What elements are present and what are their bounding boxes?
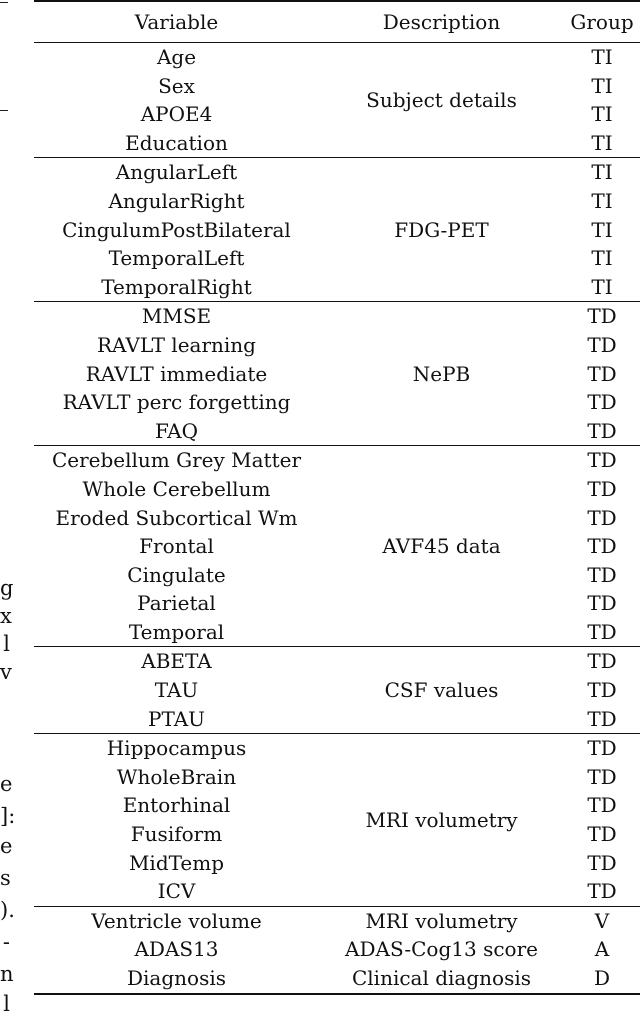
header-variable: Variable <box>134 10 219 34</box>
header-description: Description <box>382 10 501 34</box>
cell-group: TD <box>587 822 617 847</box>
cell-variable: Frontal <box>139 534 214 559</box>
table-group <box>34 302 640 446</box>
cell-variable: ADAS13 <box>134 937 219 962</box>
cell-description: MRI volumetry <box>365 807 518 832</box>
cell-variable: Education <box>125 130 228 155</box>
margin-fragment: g <box>0 576 14 600</box>
cell-group: TI <box>591 160 613 185</box>
margin-fragment: n <box>0 962 14 986</box>
cell-group: TI <box>591 102 613 127</box>
cell-variable: Fusiform <box>130 822 223 847</box>
cell-variable: TemporalRight <box>101 274 252 299</box>
cell-variable: RAVLT immediate <box>85 361 268 386</box>
margin-fragment: l <box>3 992 10 1016</box>
margin-fragment: x <box>0 604 12 628</box>
cell-variable: Cerebellum Grey Matter <box>51 448 302 473</box>
cell-description: ADAS-Cog13 score <box>345 937 538 962</box>
table-row <box>34 935 640 964</box>
cell-group: TD <box>587 649 617 674</box>
cell-variable: TAU <box>154 678 199 703</box>
cell-group: TI <box>591 217 613 242</box>
table-row <box>34 43 640 72</box>
cell-group: TD <box>587 534 617 559</box>
table-group <box>34 158 640 302</box>
cell-variable: Temporal <box>128 619 225 644</box>
cell-variable: FAQ <box>155 418 198 443</box>
header-group: Group <box>570 10 634 34</box>
cell-group: V <box>594 908 610 933</box>
cell-variable: RAVLT learning <box>97 332 256 357</box>
margin-fragment: l <box>3 632 10 656</box>
table-row <box>34 158 640 187</box>
table-row <box>34 964 640 994</box>
table-group <box>34 906 640 993</box>
table-header-row <box>34 1 640 43</box>
cell-group: TD <box>587 390 617 415</box>
cell-group: TD <box>587 619 617 644</box>
cell-variable: ABETA <box>141 649 212 674</box>
cell-variable: WholeBrain <box>116 764 237 789</box>
table-group <box>34 734 640 907</box>
cell-variable: Cingulate <box>127 562 226 587</box>
cell-group: TD <box>587 304 617 329</box>
margin-fragment: ]: <box>0 804 16 828</box>
cell-description: Clinical diagnosis <box>351 966 532 990</box>
cell-variable: AngularRight <box>108 188 245 213</box>
cell-variable: MMSE <box>141 304 212 329</box>
cell-group: TI <box>591 73 613 98</box>
left-column-text-fragments <box>0 0 16 1016</box>
left-column-rule-top <box>0 2 8 3</box>
cell-variable: Diagnosis <box>126 966 226 990</box>
cell-description: NePB <box>412 361 471 386</box>
cell-group: TD <box>587 476 617 501</box>
cell-group: TD <box>587 850 617 875</box>
cell-variable: MidTemp <box>128 850 225 875</box>
table-row <box>34 734 640 763</box>
cell-description: AVF45 data <box>382 534 501 559</box>
table-group <box>34 446 640 647</box>
cell-variable: Eroded Subcortical Wm <box>55 505 298 530</box>
margin-fragment: v <box>0 660 12 684</box>
table-group <box>34 43 640 158</box>
table-row <box>34 302 640 331</box>
cell-variable: Sex <box>158 73 195 98</box>
margin-fragment: - <box>2 930 10 954</box>
cell-group: TI <box>591 246 613 271</box>
margin-fragment: e <box>0 834 13 858</box>
cell-group: TI <box>591 274 613 299</box>
cell-variable: TemporalLeft <box>108 246 245 271</box>
cell-variable: PTAU <box>147 706 205 731</box>
cell-variable: APOE4 <box>140 102 213 127</box>
cell-description: CSF values <box>384 678 499 703</box>
cell-variable: Age <box>156 45 197 69</box>
cell-group: TD <box>587 361 617 386</box>
table-row <box>34 906 640 935</box>
cell-variable: Whole Cerebellum <box>82 476 271 501</box>
cell-group: TD <box>587 332 617 357</box>
cell-group: TD <box>587 706 617 731</box>
cell-group: TI <box>591 188 613 213</box>
cell-group: A <box>594 937 610 962</box>
cell-group: TD <box>587 591 617 616</box>
cell-variable: Parietal <box>137 591 216 616</box>
cell-group: TI <box>591 130 613 155</box>
cell-group: TD <box>587 505 617 530</box>
cell-description: MRI volumetry <box>365 908 518 933</box>
cell-group: TD <box>587 418 617 443</box>
left-column-rule-bottom <box>0 110 8 111</box>
cell-description: Subject details <box>366 87 517 112</box>
table-group <box>34 647 640 734</box>
table-row <box>34 647 640 676</box>
cell-variable: Ventricle volume <box>91 908 262 933</box>
table-row <box>34 446 640 475</box>
cell-group: TD <box>587 764 617 789</box>
margin-fragment: s <box>0 866 11 890</box>
margin-fragment: ). <box>0 898 15 922</box>
cell-group: D <box>593 966 611 990</box>
cell-variable: RAVLT perc forgetting <box>62 390 291 415</box>
cell-description: FDG-PET <box>394 217 489 242</box>
cell-group: TD <box>587 448 617 473</box>
cell-group: TD <box>587 678 617 703</box>
cell-group: TD <box>587 736 617 761</box>
variables-table-container <box>34 0 640 995</box>
cell-group: TD <box>587 879 617 904</box>
cell-variable: Hippocampus <box>106 736 247 761</box>
variables-table <box>34 0 640 995</box>
cell-group: TI <box>591 45 613 69</box>
cell-variable: ICV <box>157 879 196 904</box>
cell-group: TD <box>587 562 617 587</box>
cell-variable: Entorhinal <box>122 793 231 818</box>
cell-group: TD <box>587 793 617 818</box>
margin-fragment: e <box>0 772 13 796</box>
cell-variable: CingulumPostBilateral <box>62 217 291 242</box>
cell-variable: AngularLeft <box>115 160 238 185</box>
